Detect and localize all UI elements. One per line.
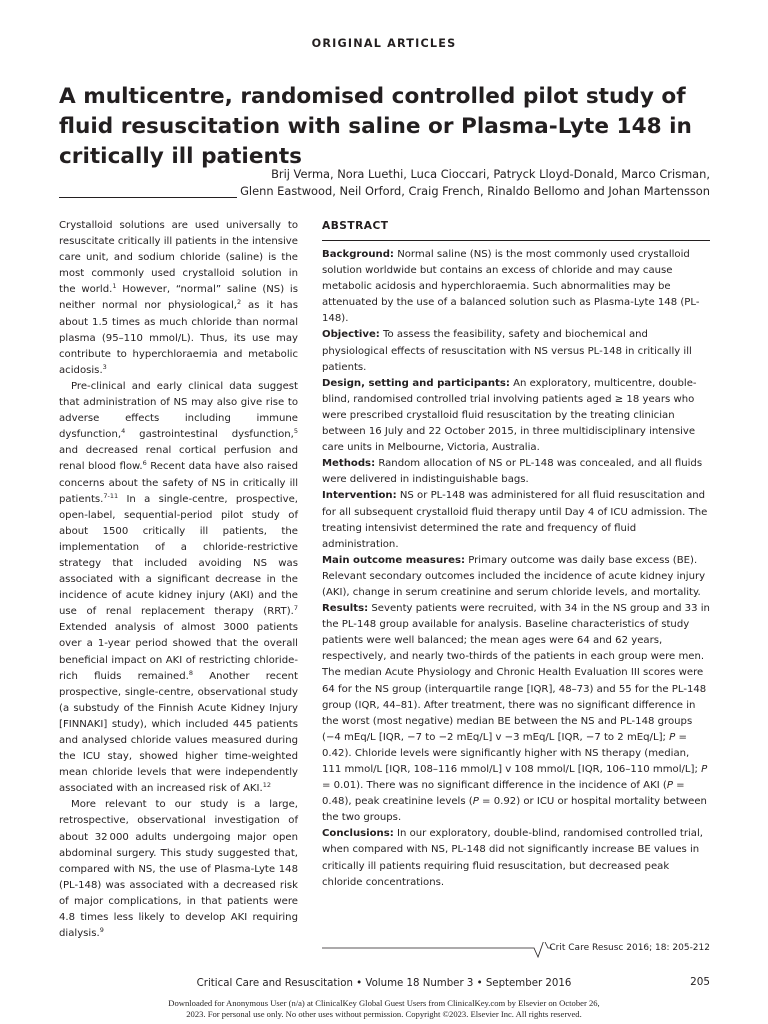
abstract-background: Background: Normal saline (NS) is the most commonly used crystalloid solution worldwide but contains an excess of chloride and may cause metabolic acidosis and hyperchloraemia. Such abnormalities may be attenuated by the use of a balanced solution such as Plasma-Lyte 148 (PL-148).: [322, 249, 700, 325]
citation-text: Crit Care Resusc 2016; 18: 205-212: [549, 943, 710, 953]
abstract-body: [322, 247, 710, 891]
reference-mark: 9: [99, 926, 104, 935]
abstract-results: Results: Seventy patients were recruited, with 34 in the NS group and 33 in the PL-148 group available for analysis. Baseline characteristics of study patients were well balanced; the mean ages were 64 and 62 years, respectively, and nearly two-thirds of the patients in each group were men. The median Acute Physiology and Chronic Health Evaluation III scores were 64 for the NS group (interquartile range [IQR], 48–73) and 55 for the PL-148 group (IQR, 44–81). After treatment, there was no significant difference in the worst (most negative) median BE between the NS and PL-148 groups (−4 mEq/L [IQR, −7 to −2 mEq/L] v −3 mEq/L [IQR, −7 to 2 mEq/L]; P = 0.42). Chloride levels were significantly higher with NS therapy (median, 111 mmol/L [IQR, 108–116 mmol/L] v 108 mmol/L [IQR, 106–110 mmol/L]; P = 0.01). There was no significant difference in the incidence of AKI (P = 0.48), peak creatinine levels (P = 0.92) or ICU or hospital mortality between the two groups.: [322, 603, 710, 824]
reference-mark: 8: [188, 668, 193, 677]
reference-mark: 6: [142, 459, 147, 468]
reference-mark: 5: [293, 427, 298, 436]
intro-paragraph: Crystalloid solutions are used universally to resuscitate critically ill patients in the intensive care unit, and sodium chloride (saline) is the most commonly used crystalloid solution in the world.$^1$ However, “normal” saline (NS) is neither normal nor physiological,$^2$ as it has about 1.5 times as much chloride than normal plasma (95–110 mmol/L). Thus, its use may contribute to hyperchloraemia and metabolic acidosis.$^3$: [59, 220, 298, 376]
abstract-heading: ABSTRACT: [322, 218, 710, 241]
author-line-2: Glenn Eastwood, Neil Orford, Craig French, Rinaldo Bellomo and Johan Martensson: [240, 184, 710, 198]
reference-mark: 12: [262, 781, 271, 790]
reference-mark: 7-11: [103, 491, 119, 500]
journal-footer: Critical Care and Resuscitation • Volume 18 Number 3 • September 2016: [196, 978, 572, 989]
abstract-methods: Methods: Random allocation of NS or PL-148 was concealed, and all fluids were delivered in indistinguishable bags.: [322, 458, 703, 486]
section-label: ORIGINAL ARTICLES: [311, 37, 457, 50]
abstract-conclusions: Conclusions: In our exploratory, double-blind, randomised controlled trial, when compared with NS, PL-148 did not significantly increase BE values in critically ill patients requiring fluid resuscitation, but decreased peak chloride concentrations.: [322, 828, 703, 888]
page-number: 205: [690, 976, 710, 988]
introduction-column: [59, 218, 298, 942]
reference-mark: 4: [121, 427, 126, 436]
abstract-intervention: Intervention: NS or PL-148 was administered for all fluid resuscitation and for all subsequent crystalloid fluid therapy until Day 4 of ICU admission. The treating intensivist determined the rate and frequency of fluid administration.: [322, 490, 708, 550]
abstract-outcome-measures: Main outcome measures: Primary outcome was daily base excess (BE). Relevant secondary outcomes included the incidence of acute kidney injury (AKI), change in serum creatinine and serum chloride levels, and mortality.: [322, 554, 706, 598]
download-notice: [0, 998, 768, 1019]
abstract-box: [322, 218, 710, 891]
download-notice-line-2: 2023. For personal use only. No other uses without permission. Copyright ©2023. Elsevier Inc. All rights reserved.: [186, 1008, 582, 1019]
intro-paragraph: More relevant to our study is a large, retrospective, observational investigation of about 32 000 adults undergoing major open abdominal surgery. This study suggested that, compared with NS, the use of Plasma-Lyte 148 (PL-148) was associated with a decreased risk of major complications, in that patients were 4.8 times less likely to develop AKI requiring dialysis.$^9$: [59, 799, 298, 940]
intro-paragraph: Pre-clinical and early clinical data suggest that administration of NS may also give rise to adverse effects including immune dysfunction,$^4$ gastrointestinal dysfunction,$^5$ and decreased renal cortical perfusion and renal blood flow.$^6$ Recent data have also raised concerns about the safety of NS in critically ill patients.$^{7-11}$ In a single-centre, prospective, open-label, sequential-period pilot study of about 1500 critically ill patients, the implementation of a chloride-restrictive strategy that included avoiding NS was associated with a significant decrease in the incidence of acute kidney injury (AKI) and the use of renal replacement therapy (RRT).$^7$ Extended analysis of almost 3000 patients over a 1-year period showed that the overall beneficial impact on AKI of restricting chloride-rich fluids remained.$^8$ Another recent prospective, single-centre, observational study (a substudy of the Finnish Acute Kidney Injury [FINNAKI] study), which included 445 patients and analysed chloride values measured during the ICU stay, showed higher time-weighted mean chloride levels that were independently associated with an increased risk of AKI.$^{12}$: [59, 380, 298, 795]
abstract-objective: Objective: To assess the feasibility, safety and biochemical and physiological effects of resuscitation with NS versus PL-148 in critically ill patients.: [322, 329, 692, 373]
abstract-design: Design, setting and participants: An exploratory, multicentre, double-blind, randomised controlled trial involving patients aged ≥ 18 years who were prescribed crystalloid fluid resuscitation by the treating clinician between 16 July and 22 October 2015, in three multidisciplinary intensive care units in Melbourne, Victoria, Australia.: [322, 377, 697, 454]
download-notice-line-1: Downloaded for Anonymous User (n/a) at ClinicalKey Global Guest Users from ClinicalKey.com by Elsevier on October 26,: [168, 998, 600, 1008]
author-line-1: Brij Verma, Nora Luethi, Luca Cioccari, Patryck Lloyd-Donald, Marco Crisman,: [271, 167, 710, 181]
reference-mark: 1: [112, 282, 117, 291]
title-rule: [59, 197, 237, 198]
reference-mark: 7: [293, 604, 298, 613]
reference-mark: 2: [236, 298, 242, 307]
citation-block: [322, 942, 710, 964]
article-title: A multicentre, randomised controlled pilot study of fluid resuscitation with saline or Plasma-Lyte 148 in critically ill patients: [59, 84, 692, 169]
author-list: [190, 166, 710, 200]
reference-mark: 3: [102, 362, 107, 371]
